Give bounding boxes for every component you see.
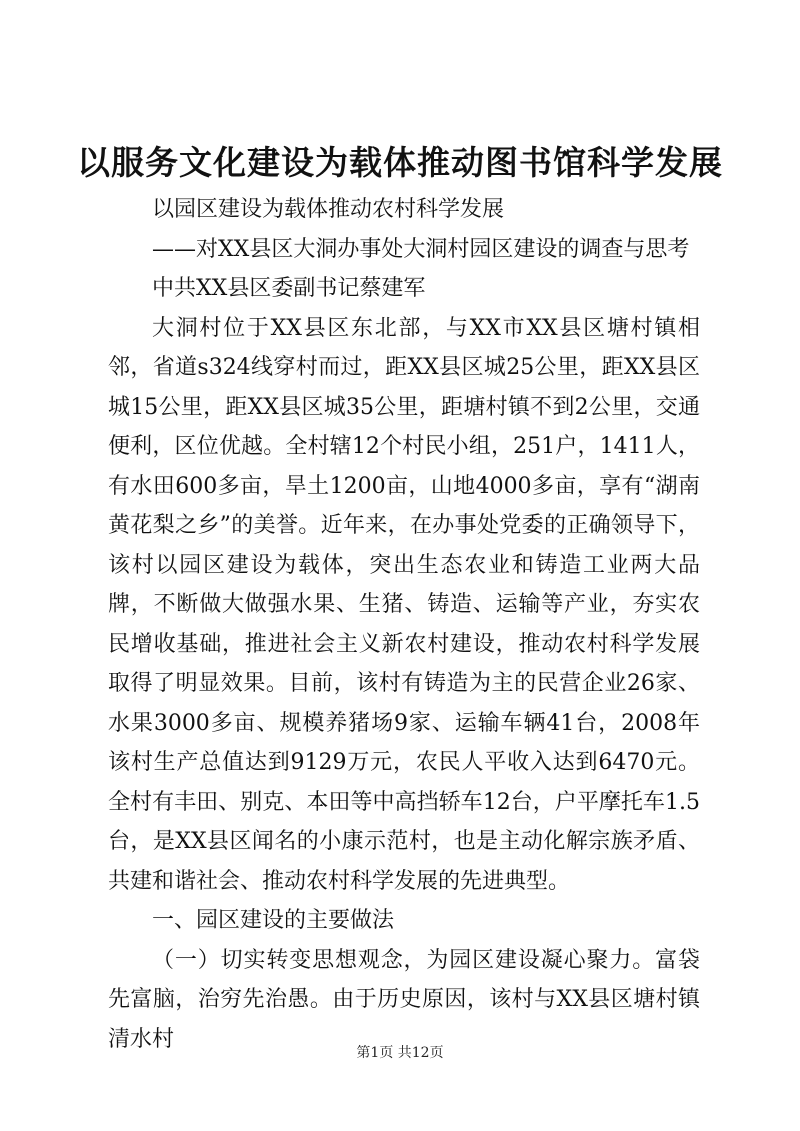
paragraph-subheading: ——对XX县区大洞办事处大洞村园区建设的调查与思考 [152,236,690,262]
paragraph-subtitle: 以园区建设为载体推动农村科学发展 [152,197,505,222]
document-body [108,190,700,1059]
paragraph-author: 中共XX县区委副书记蔡建军 [152,276,426,301]
paragraph-section-heading: 一、园区建设的主要做法 [152,908,395,933]
page-number-footer: 第1页 共12页 [356,1045,444,1061]
paragraph-subsection-one: （一）切实转变思想观念，为园区建设凝心聚力。富袋先富脑，治穷先治愚。由于历史原因，该村与XX县区塘村镇清水村 [108,947,700,1052]
paragraph-village-overview: 大洞村位于XX县区东北部，与XX市XX县区塘村镇相邻，省道s324线穿村而过，距XX县区城25公里，距XX县区城15公里，距XX县区城35公里，距塘村镇不到2公里，交通便利，区位优越。全村辖12个村民小组，251户，1411人，有水田600多亩，旱土1200亩，山地4000多亩，享有“湖南黄花梨之乡”的美誉。近年来，在办事处党委的正确领导下，该村以园区建设为载体，突出生态农业和铸造工业两大品牌，不断做大做强水果、生猪、铸造、运输等产业，夯实农民增收基础，推进社会主义新农村建设，推动农村科学发展取得了明显效果。目前，该村有铸造为主的民营企业26家、水果3000多亩、规模养猪场9家、运输车辆41台，2008年该村生产总值达到9129万元，农民人平收入达到6470元。全村有丰田、别克、本田等中高挡轿车12台，户平摩托车1.5台，是XX县区闻名的小康示范村，也是主动化解宗族矛盾、共建和谐社会、推动农村科学发展的先进典型。 [108,315,700,894]
document-title: 以服务文化建设为载体推动图书馆科学发展 [77,143,723,182]
